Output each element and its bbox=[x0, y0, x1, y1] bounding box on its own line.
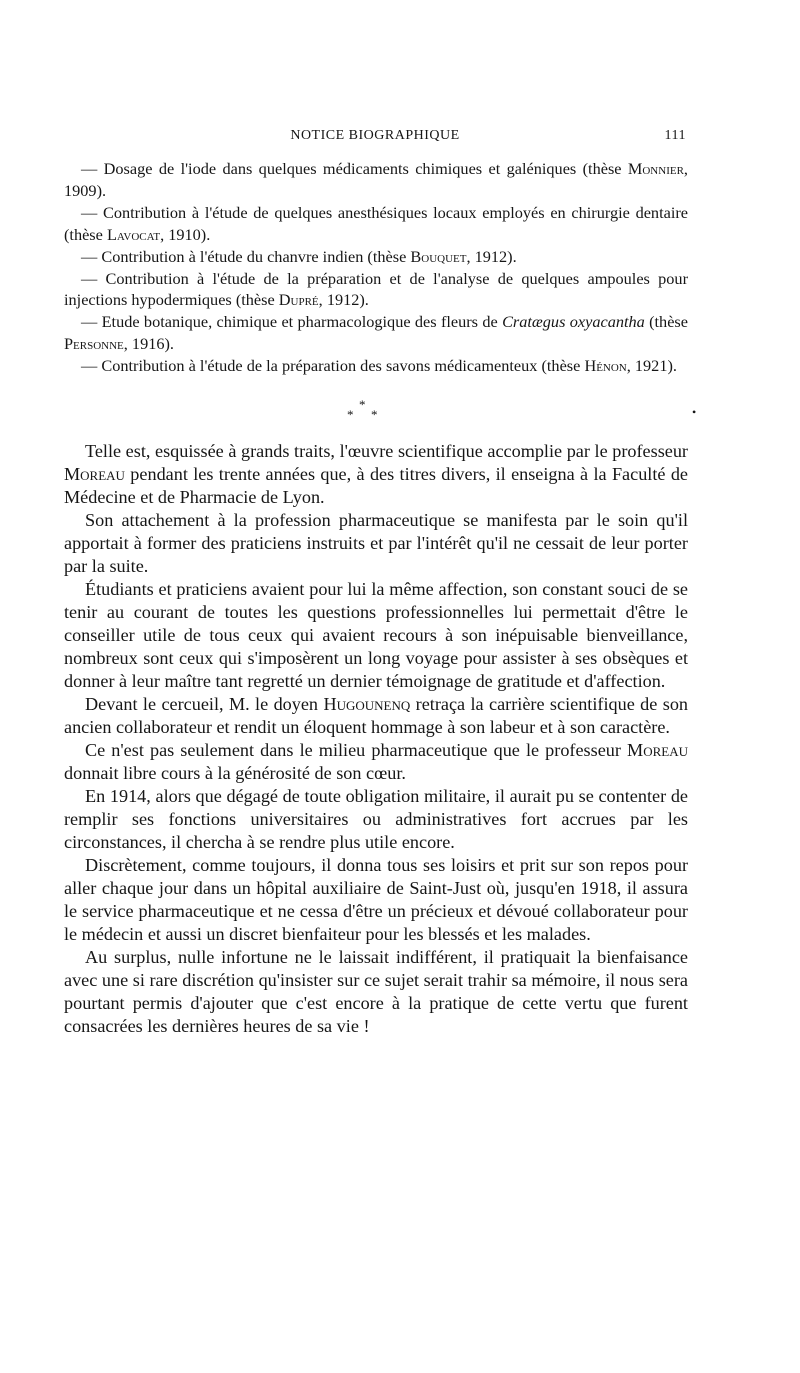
author-name: Bouquet bbox=[410, 246, 467, 266]
thesis-entry: — Contribution à l'étude du chanvre indien (thèse Bouquet, 1912). bbox=[81, 246, 517, 266]
species-name: Cratægus oxyacantha bbox=[502, 312, 645, 332]
paragraph: Telle est, esquissée à grands traits, l'œuvre scientifique accomplie par le professeur Moreau pendant les trente années que, à des titres divers, il enseigna à la Faculté de Médecine et de Pharmacie de Lyon. bbox=[64, 441, 688, 507]
paragraph: En 1914, alors que dégagé de toute obligation militaire, il aurait pu se contenter de remplir ses fonctions universitaires ou administratives fort accrues par les circonstances, il chercha à se rendre plus utile encore. bbox=[64, 786, 688, 852]
thesis-entry: — Dosage de l'iode dans quelques médicaments chimiques et galéniques (thèse Monnier, 1909). bbox=[64, 159, 688, 200]
thesis-entry: — Contribution à l'étude de quelques anesthésiques locaux employés en chirurgie dentaire (thèse Lavocat, 1910). bbox=[64, 202, 688, 244]
paragraph: Discrètement, comme toujours, il donna tous ses loisirs et prit sur son repos pour aller chaque jour dans un hôpital auxiliaire de Saint-Just où, jusqu'en 1918, il assura le service pharmaceutique et ne cessa d'être un précieux et dévoué collaborateur pour le médecin et aussi un discret bienfaiteur pour les blessés et les malades. bbox=[64, 855, 688, 944]
paragraph: Devant le cercueil, M. le doyen Hugounenq retraça la carrière scientifique de son ancien collaborateur et rendit un éloquent hommage à son labeur et à son caractère. bbox=[64, 694, 689, 737]
paragraph: Son attachement à la profession pharmaceutique se manifesta par le soin qu'il apportait à former des praticiens instruits et par l'intérêt qu'il ne cessait de leur porter par la suite. bbox=[64, 510, 688, 576]
paragraph: Étudiants et praticiens avaient pour lui la même affection, son constant souci de se tenir au courant de toutes les questions professionnelles lui permettait d'être le conseiller utile de tous ceux qui avaient recours à son inépuisable bienveillance, nombreux sont ceux qui s'imposèrent un long voyage pour assister à ses obsèques et donner à leur maître tant regretté un dernier témoignage de gratitude et d'affection. bbox=[64, 579, 688, 691]
person-name: Moreau bbox=[627, 740, 688, 760]
body-text bbox=[64, 440, 688, 1038]
paragraph: Au surplus, nulle infortune ne le laissait indifférent, il pratiquait la bienfaisance avec une si rare discrétion qu'insister sur ce sujet serait trahir sa mémoire, il nous sera pourtant permis d'ajouter que c'est encore à la pratique de cette vertu que furent consacrées les dernières heures de sa vie ! bbox=[64, 947, 688, 1036]
author-name: Dupré bbox=[278, 290, 319, 310]
thesis-list bbox=[64, 158, 688, 377]
print-speck: • bbox=[692, 405, 697, 419]
running-head bbox=[64, 128, 686, 148]
author-name: Personne bbox=[64, 334, 124, 354]
thesis-entry: — Contribution à l'étude de la préparation et de l'analyse de quelques ampoules pour injections hypodermiques (thèse Dupré, 1912). bbox=[64, 268, 688, 310]
asterism-star: * bbox=[371, 407, 378, 422]
author-name: Hénon bbox=[584, 356, 627, 376]
person-name: Moreau bbox=[64, 464, 125, 484]
author-name: Monnier bbox=[627, 159, 684, 178]
section-asterism bbox=[345, 398, 385, 424]
person-name: Hugounenq bbox=[323, 694, 411, 714]
thesis-entry: — Contribution à l'étude de la préparation des savons médicamenteux (thèse Hénon, 1921). bbox=[81, 356, 677, 376]
author-name: Lavocat bbox=[106, 224, 161, 244]
running-title: NOTICE BIOGRAPHIQUE bbox=[290, 128, 460, 143]
paragraph: Ce n'est pas seulement dans le milieu pharmaceutique que le professeur Moreau donnait libre cours à la générosité de son cœur. bbox=[64, 740, 688, 783]
asterism-star: * bbox=[359, 397, 366, 412]
asterism-star: * bbox=[347, 407, 354, 422]
page-number: 111 bbox=[664, 128, 686, 143]
thesis-entry: — Etude botanique, chimique et pharmacologique des fleurs de Cratægus oxyacantha (thèse Personne, 1916). bbox=[64, 312, 688, 354]
